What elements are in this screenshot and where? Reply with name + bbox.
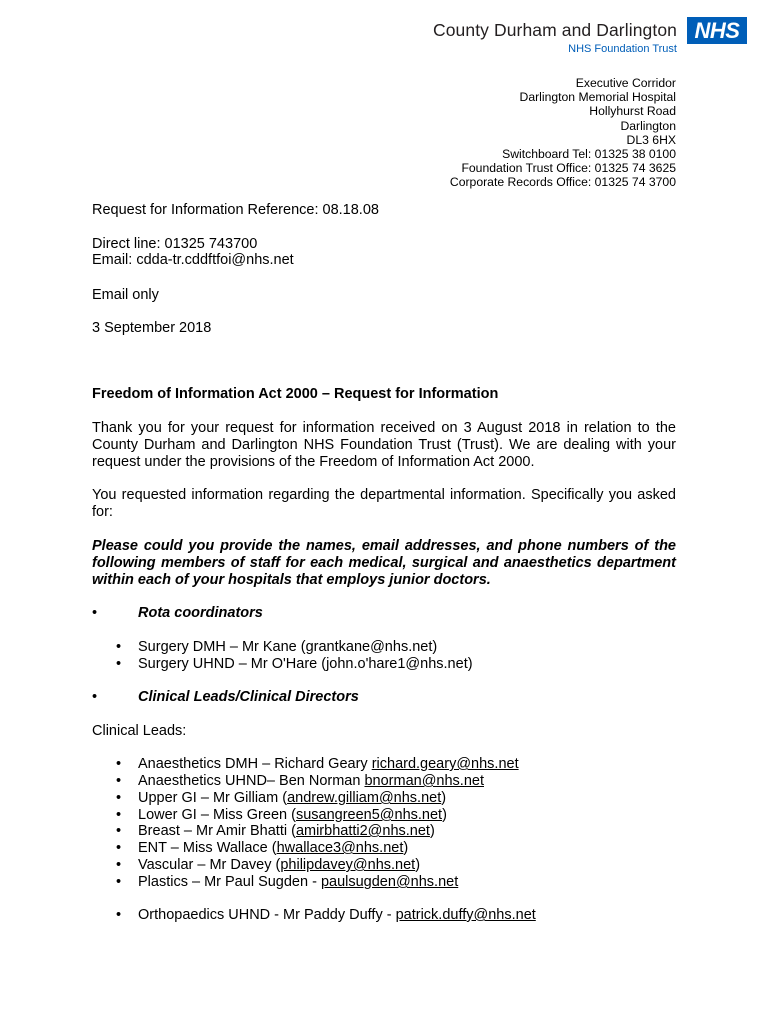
bullet: • (92, 689, 98, 705)
list-item (116, 840, 408, 857)
list-item-name: ENT – Miss Wallace ( (138, 840, 277, 856)
section-title: Rota coordinators (138, 605, 263, 621)
email-line: Email: cdda-tr.cddftfoi@nhs.net (92, 252, 294, 268)
list-item-suffix: ) (441, 790, 447, 806)
intro-paragraph: Thank you for your request for information received on 3 August 2018 in relation to the County Durham and Darlington NHS Foundation Trust (Trust). We are dealing with your request under the provisions of the Freedom of Information Act 2000. (92, 420, 676, 470)
list-item (116, 907, 536, 924)
email-link[interactable]: bnorman@nhs.net (364, 773, 484, 789)
list-item-suffix: ) (442, 807, 447, 823)
list-item-suffix: ) (403, 840, 409, 856)
list-item-name: Breast – Mr Amir Bhatti ( (138, 823, 296, 839)
list-item (116, 857, 420, 874)
list-item (116, 790, 446, 807)
trust-name: County Durham and Darlington (432, 20, 677, 40)
list-item (116, 773, 484, 790)
trust-subtitle: NHS Foundation Trust (568, 43, 677, 55)
list-item-text: Surgery DMH – Mr Kane (grantkane@nhs.net) (138, 639, 438, 655)
list-item-suffix: ) (429, 823, 435, 839)
bullet: • (116, 807, 122, 823)
email-link[interactable]: philipdavey@nhs.net (280, 857, 416, 873)
bullet: • (116, 857, 122, 873)
bullet: • (92, 605, 98, 621)
clinical-leads-subheading: Clinical Leads: (92, 723, 187, 739)
list-item-name: Upper GI – Mr Gilliam ( (138, 790, 288, 806)
email-link[interactable]: andrew.gilliam@nhs.net (287, 790, 442, 806)
list-item (116, 656, 473, 673)
list-item-name: Vascular – Mr Davey ( (138, 857, 281, 873)
address-line: Foundation Trust Office: 01325 74 3625 (461, 161, 676, 176)
bullet: • (116, 823, 122, 839)
letter-heading: Freedom of Information Act 2000 – Request for Information (92, 386, 499, 402)
bullet: • (116, 874, 122, 890)
email-link[interactable]: susangreen5@nhs.net (295, 807, 443, 823)
bullet: • (116, 756, 122, 772)
request-paragraph: You requested information regarding the departmental information. Specifically you asked for: (92, 487, 676, 520)
list-item-name: Anaesthetics DMH – Richard Geary (138, 756, 372, 772)
email-link[interactable]: hwallace3@nhs.net (276, 840, 404, 856)
email-link[interactable]: paulsugden@nhs.net (320, 874, 459, 890)
address-line: Darlington (620, 118, 676, 133)
bullet: • (116, 790, 122, 806)
list-item-text: Surgery UHND – Mr O'Hare (john.o'hare1@nhs.net) (138, 656, 473, 672)
bullet: • (116, 656, 122, 672)
letterhead (327, 14, 747, 56)
address-line: Switchboard Tel: 01325 38 0100 (502, 147, 676, 162)
list-item (116, 756, 519, 773)
list-item-name: Orthopaedics UHND - Mr Paddy Duffy - (138, 907, 396, 923)
list-item-name: Lower GI – Miss Green ( (138, 807, 296, 823)
list-item-suffix: ) (415, 857, 421, 873)
letter-date: 3 September 2018 (92, 320, 212, 336)
email-link[interactable]: amirbhatti2@nhs.net (295, 823, 430, 839)
nhs-logo: NHS (687, 17, 747, 44)
address-line: Corporate Records Office: 01325 74 3700 (449, 175, 676, 190)
address-line: Darlington Memorial Hospital (519, 90, 676, 105)
email-link[interactable]: patrick.duffy@nhs.net (395, 907, 536, 923)
address-block (450, 76, 676, 190)
email-link[interactable]: richard.geary@nhs.net (371, 756, 519, 772)
email-only-note: Email only (92, 287, 159, 303)
list-item-name: Plastics – Mr Paul Sugden - (138, 874, 321, 890)
list-item-name: Anaesthetics UHND– Ben Norman (138, 773, 365, 789)
list-item (116, 874, 458, 891)
bullet: • (116, 639, 122, 655)
list-item (116, 807, 447, 824)
list-item (116, 823, 435, 840)
bullet: • (116, 907, 122, 923)
section-title: Clinical Leads/Clinical Directors (138, 689, 359, 705)
list-item (116, 639, 437, 656)
bullet: • (116, 840, 122, 856)
bullet: • (116, 773, 122, 789)
direct-line: Direct line: 01325 743700 (92, 236, 258, 252)
address-line: Executive Corridor (575, 76, 676, 90)
address-line: DL3 6HX (626, 132, 676, 147)
address-line: Hollyhurst Road (589, 104, 676, 119)
request-quote: Please could you provide the names, email addresses, and phone numbers of the following members of staff for each medical, surgical and anaesthetics department within each of your hospitals that employs junior doctors. (92, 538, 676, 588)
reference-line: Request for Information Reference: 08.18.08 (92, 202, 379, 218)
